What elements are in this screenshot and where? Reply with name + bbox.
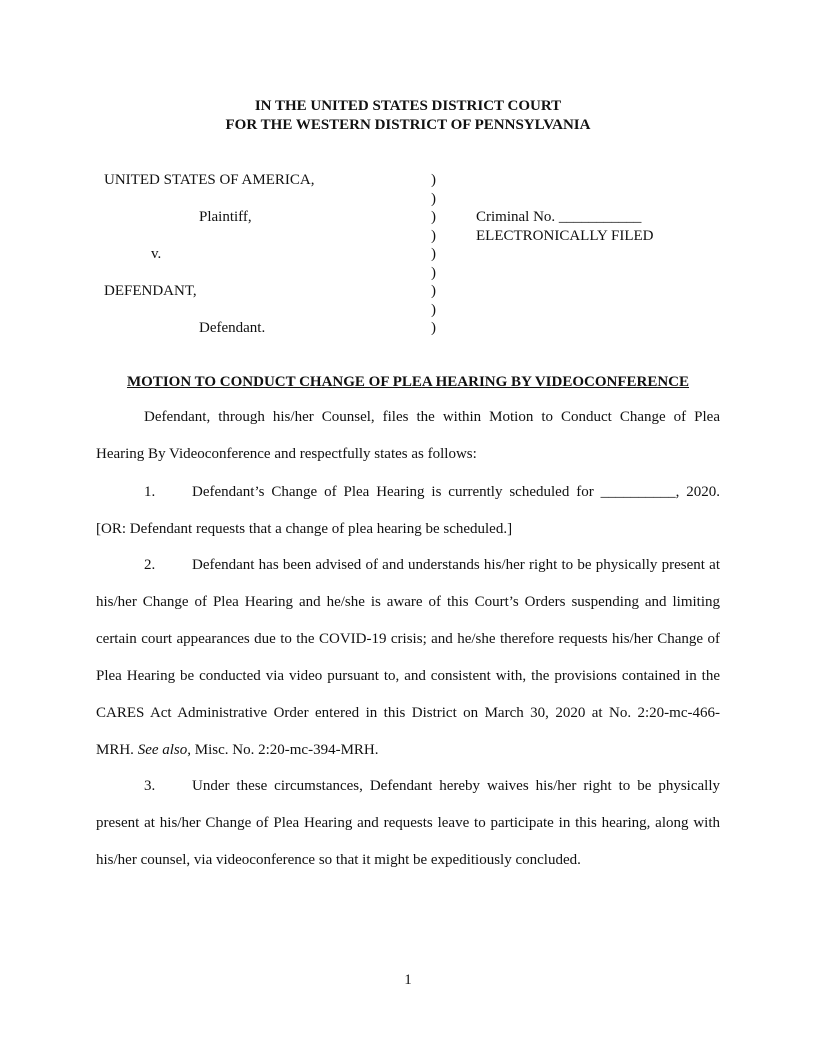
- caption-parentheses: [431, 171, 436, 338]
- plaintiff-name: UNITED STATES OF AMERICA,: [104, 172, 315, 188]
- court-header: [0, 97, 816, 135]
- paren: ): [431, 209, 436, 225]
- numbered-paragraph-1: [96, 474, 720, 548]
- paragraph-text: Defendant has been advised of and understands his/her right to be physically present at his/her Change of Plea Hearing and he/she is aware of this Court’s Orders suspending and limiting certain court appearances due to the COVID-19 crisis; and he/she therefore requests his/her Change of Plea Hearing be conducted via video pursuant to, and consistent with, the provisions contained in the CARES Act Administrative Order entered in this District on March 30, 2020 at No. 2:20-mc-466-MRH.: [96, 557, 720, 758]
- paren: ): [431, 320, 436, 336]
- paren: ): [431, 301, 436, 318]
- numbered-paragraph-2: [96, 547, 720, 769]
- intro-paragraph: Defendant, through his/her Counsel, files the within Motion to Conduct Change of Plea Hearing By Videoconference and respectfully states as follows:: [96, 409, 720, 462]
- plaintiff-role: Plaintiff,: [199, 209, 252, 225]
- paren: ): [431, 190, 436, 207]
- paragraph-text: Defendant’s Change of Plea Hearing is currently scheduled for __________, 2020. [OR: Defendant requests that a change of plea hearing be scheduled.]: [96, 484, 720, 537]
- filed-status: ELECTRONICALLY FILED: [476, 228, 654, 244]
- paren: ): [431, 283, 436, 299]
- defendant-role: Defendant.: [199, 320, 266, 336]
- paren: ): [431, 246, 436, 262]
- court-header-line-2: FOR THE WESTERN DISTRICT OF PENNSYLVANIA: [225, 117, 591, 133]
- paren: ): [431, 227, 436, 244]
- paragraph-number: 3.: [144, 778, 156, 794]
- paragraph-number: 1.: [144, 484, 156, 500]
- paren: ): [431, 264, 436, 281]
- versus: v.: [151, 246, 162, 262]
- motion-title: MOTION TO CONDUCT CHANGE OF PLEA HEARING BY VIDEOCONFERENCE: [126, 374, 690, 390]
- see-also-signal: See also: [137, 742, 188, 758]
- criminal-number: Criminal No. ___________: [476, 209, 642, 225]
- numbered-paragraph-3: [96, 768, 720, 879]
- paragraph-text-end: , Misc. No. 2:20-mc-394-MRH.: [187, 742, 379, 758]
- paragraph-number: 2.: [144, 557, 156, 573]
- page-number: 1: [404, 972, 412, 988]
- paren: ): [431, 172, 436, 188]
- defendant-name: DEFENDANT,: [104, 283, 197, 299]
- paragraph-text: Under these circumstances, Defendant hereby waives his/her right to be physically present at his/her Change of Plea Hearing and requests leave to participate in this hearing, along with his/her counsel, via videoconference so that it might be expeditiously concluded.: [96, 778, 720, 868]
- court-header-line-1: IN THE UNITED STATES DISTRICT COURT: [254, 98, 562, 114]
